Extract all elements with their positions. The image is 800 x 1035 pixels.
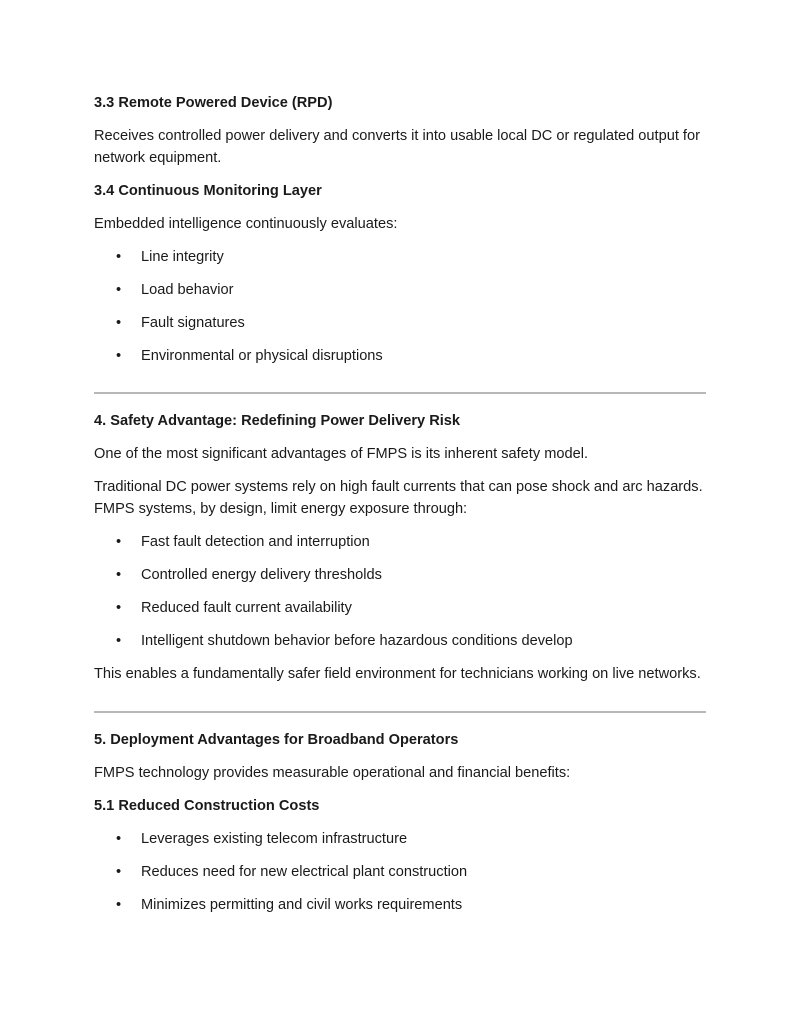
- section-4-paragraph: This enables a fundamentally safer field environment for technicians working on live networks.: [94, 666, 701, 682]
- section-3-3-body: Receives controlled power delivery and converts it into usable local DC or regulated output for network equipment.: [94, 128, 700, 166]
- list-item: • Intelligent shutdown behavior before hazardous conditions develop: [94, 630, 706, 652]
- list-item: • Environmental or physical disruptions: [94, 345, 706, 367]
- list-item: • Reduces need for new electrical plant construction: [94, 861, 706, 883]
- list-item: • Reduced fault current availability: [94, 597, 706, 619]
- section-4-paragraph: Traditional DC power systems rely on high fault currents that can pose shock and arc hazards. FMPS systems, by design, limit energy exposure through:: [94, 479, 703, 517]
- safety-list: [94, 531, 706, 652]
- section-4-heading: 4. Safety Advantage: Redefining Power Delivery Risk: [94, 413, 461, 429]
- section-divider: [94, 711, 706, 713]
- list-item: • Fault signatures: [94, 312, 706, 334]
- section-5-1-heading: 5.1 Reduced Construction Costs: [94, 798, 320, 814]
- list-item: • Leverages existing telecom infrastructure: [94, 828, 706, 850]
- list-item: • Fast fault detection and interruption: [94, 531, 706, 553]
- section-3-4-heading: 3.4 Continuous Monitoring Layer: [94, 183, 322, 199]
- cost-list: [94, 828, 706, 916]
- document-page: [94, 92, 706, 916]
- monitoring-list: [94, 246, 706, 367]
- section-5-intro: FMPS technology provides measurable operational and financial benefits:: [94, 765, 571, 781]
- section-4-paragraph: One of the most significant advantages of FMPS is its inherent safety model.: [94, 446, 588, 462]
- list-item: • Controlled energy delivery thresholds: [94, 564, 706, 586]
- list-item: • Line integrity: [94, 246, 706, 268]
- section-3-3-heading: 3.3 Remote Powered Device (RPD): [94, 95, 333, 111]
- section-3-4-intro: Embedded intelligence continuously evaluates:: [94, 216, 398, 232]
- list-item: • Minimizes permitting and civil works requirements: [94, 894, 706, 916]
- section-divider: [94, 392, 706, 394]
- section-5-heading: 5. Deployment Advantages for Broadband Operators: [94, 732, 459, 748]
- list-item: • Load behavior: [94, 279, 706, 301]
